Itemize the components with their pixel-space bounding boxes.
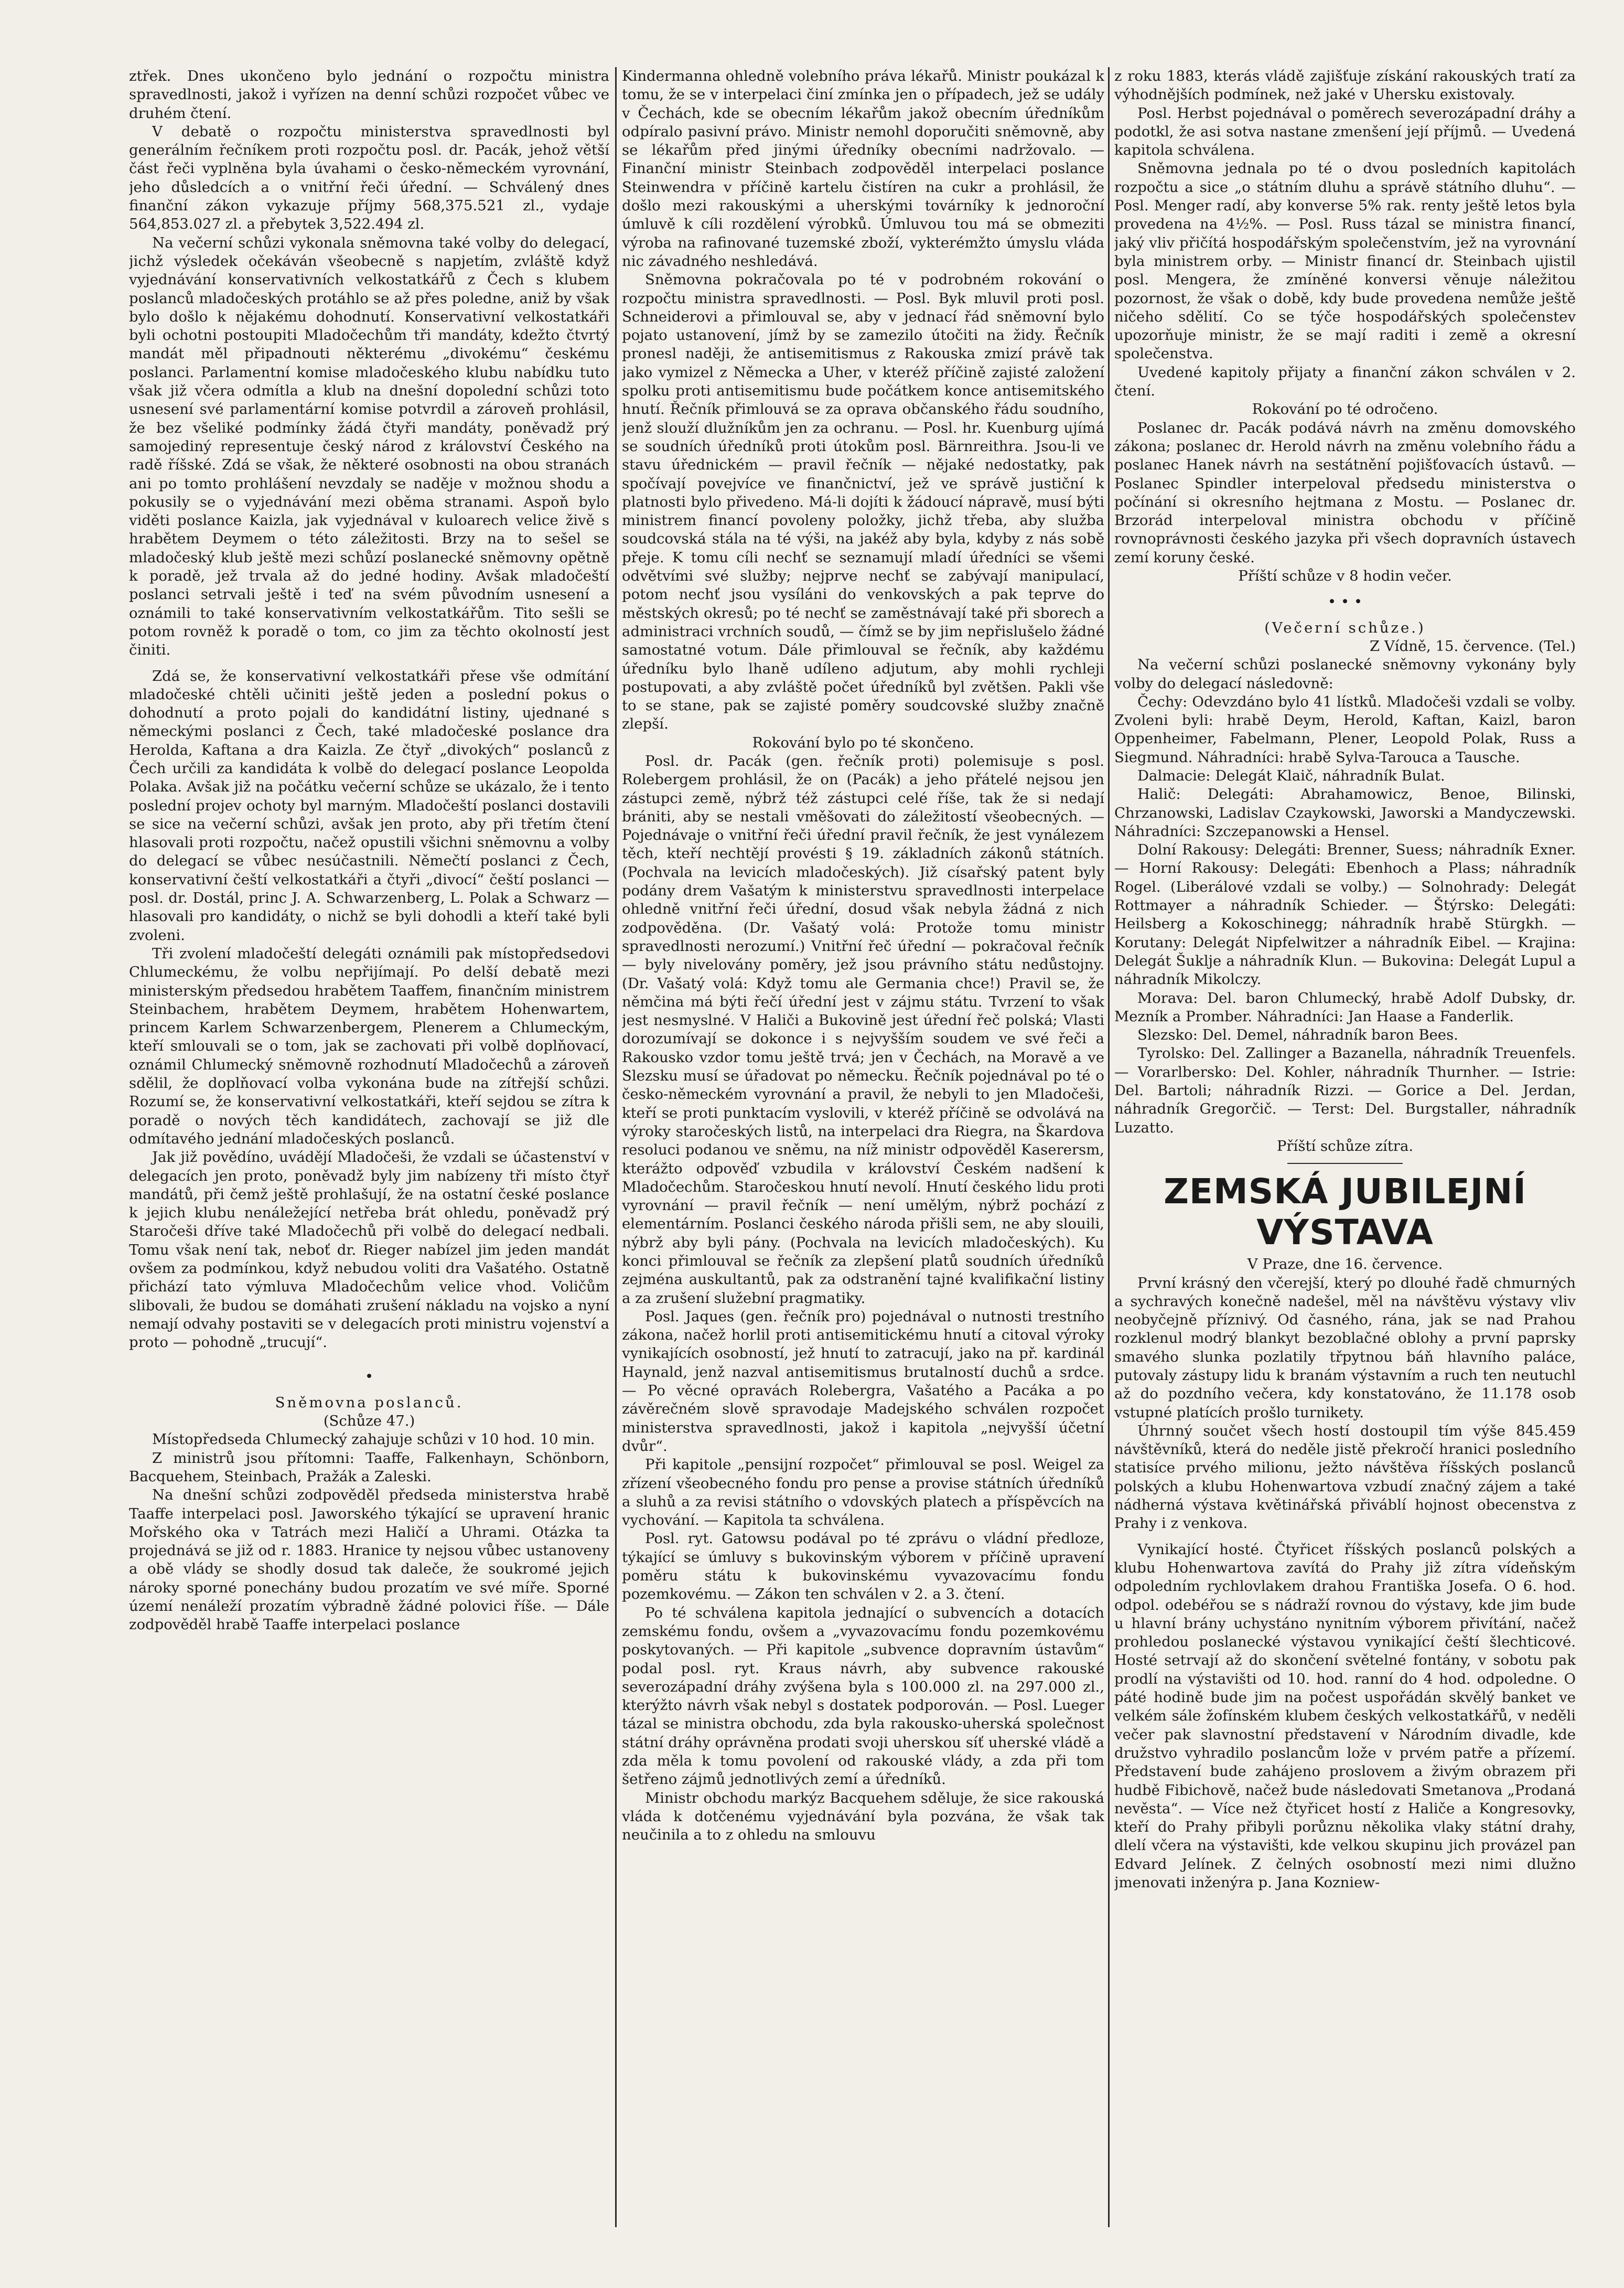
article-paragraph: Posl. Jaques (gen. řečník pro) pojednával o nutnosti trestního zákona, načež horlil proti antisemitickému hnutí a citoval výroky vynikajících osobností, jež hnutí to zatracují, jako na př. kardinál Haynald, jenž nazval antisemitismus brutalností duchů a srdce. — Po věcné opravách Rolebergra, Vašatého a Pacáka a po závěrečném slově spravodaje Madejského schválen rozpočet ministerstva spravedlnosti, jakož i kapitola „nejvyšší účetní dvůr“. (622, 1308, 1104, 1455)
article-paragraph: Příští schůze zítra. (1276, 1137, 1414, 1154)
exhibition-dateline: V Praze, dne 16. července. (1247, 1256, 1443, 1273)
article-paragraph: Ministr obchodu markýz Bacquehem sděluje, že sice rakouská vláda k dotčenému vyjednávání byla pozvána, že však tak neučinila a to z ohledu na smlouvu (622, 1789, 1104, 1844)
exhibition-heading: ZEMSKÁ JUBILEJNÍ VÝSTAVA (1164, 1171, 1526, 1253)
column-1 (129, 67, 609, 1634)
column-3 (1114, 67, 1576, 1892)
article-paragraph: Místopředseda Chlumecký zahajuje schůzi v 10 hod. 10 min. (152, 1431, 595, 1448)
article-paragraph: Z ministrů jsou přítomni: Taaffe, Falkenhayn, Schönborn, Bacquehem, Steinbach, Pražák a Zaleski. (129, 1449, 609, 1485)
column-rule-left (615, 67, 617, 2227)
section-ornament: • (364, 1368, 374, 1385)
evening-session-title: (Večerní schůze.) (1264, 619, 1426, 636)
article-paragraph: Dolní Rakousy: Delegáti: Brenner, Suess; náhradník Exner. — Horní Rakousy: Delegáti: Ebenhoch a Plass; náhradník Rogel. (Liberálové vzdali se volby.) — Solnohrady: Delegát Rottmayer a náhradník Schieder. — Štýrsko: Delegáti: Heilsberg a Kokoschinegg; náhradník hrabě Stürgkh. — Korutany: Delegát Nipfelwitzer a náhradník Eibel. — Krajina: Delegát Šuklje a náhradník Klun. — Bukovina: Delegát Lupul a náhradník Mikolczy. (1114, 841, 1576, 988)
article-paragraph: První krásný den včerejší, který po dlouhé řadě chmurných a sychravých konečně nadešel, měl na návštěvu výstavy vliv neobyčejně příznivý. Od časného, rána, jak se nad Prahou rozklenul modrý blankyt bezoblačné oblohy a první paprsky smavého slunka pozlatily třpytnou báň hlavního paláce, putovaly zástupy lidu k branám výstavním a ruch ten neutuchl až do pozdního večera, kdy konstatováno, že 11.178 osob vstupné platících prošlo turnikety. (1114, 1274, 1576, 1421)
article-paragraph: Morava: Del. baron Chlumecký, hrabě Adolf Dubsky, dr. Mezník a Promber. Náhradníci: Jan Haase a Fanderlik. (1114, 989, 1576, 1025)
article-paragraph: Posl. dr. Pacák (gen. řečník proti) polemisuje s posl. Rolebergem prohlásil, že on (Pacák) a jeho přátelé nejsou jen zástupci země, nýbrž též zástupci celé říše, tak že si nedají brániti, aby se nestali vměšovati do záležitostí všeobecných. — Pojednávaje o vnitřní řeči úřední pravil řečník, že jest vynálezem těch, kteří nechtějí provésti § 19. základních zákonů státních. (Pochvala na levicích mladočeských). Již císařský patent byly podány drem Vašatým k ministerstvu spravedlnosti interpelace ohledně vnitřní řeči úřední, dosud však nebyla žádná z nich zodpověděna. (Dr. Vašatý volá: Protože tomu ministr spravedlnosti nerozumí.) Vnitřní řeč úřední — pokračoval řečník — byly nivelovány poměry, jež jsou právního státu nedůstojny. (Dr. Vašatý volá: Když tomu ale Germania chce!) Pravil se, že němčina má býti řečí úřední jest v zájmu státu. Tvrzení to však jest nesmyslné. V Haliči a Bukovině jest úřední řeč polská; Vlasti dorozumívají se dokonce i s nejvyšším soudem ve své řeči a Rakousko vzdor tomu ještě trvá; jen v Čechách, na Moravě a ve Slezsku musí se úřadovat po německu. Řečník pojednával po té o česko-německém vyrovnání a pravil, že nebyli to jen Mladočeši, kteří se proti punktacím vyslovili, v kteréž příčině se odvolává na výroky staročeských listů, na interpelaci dra Riegra, na Škardova resoluci podanou ve sněmu, na níž ministr odpověděl Kaserersm, kterážto odpověď vzbudila v království Českém nadšení k Mladočechům. Staročeskou hnutí nevolí. Hnutí českého lidu proti vyrovnání — pravil řečník — není umělým, nýbrž pochází z elementárním. Poslanci českého národa přišli sem, ne aby slouili, nýbrž aby byli pány. (Pochvala na levicích mladočeských). Ku konci přimlouval se řečník za zlepšení platů soudních úředníků zejména auskultantů, pak za odstranění tajné kvalifikační listiny a za zrušení služební pragmatiky. (622, 752, 1104, 1307)
article-paragraph: Kindermanna ohledně volebního práva lékařů. Ministr poukázal k tomu, že se v interpelaci činí zmínka jen o případech, jež se udály v Čechách, kde se obecním lékařům jakož obecním úředníkům odpíralo pasivní právo. Ministr nemohl doporučiti sněmovně, aby se lékařům před jinými úředníky obecními nadržovalo. — Finanční ministr Steinbach zodpověděl interpelaci poslance Steinwendra v příčině kartelu čistíren na cukr a prohlásil, že došlo mezi rakouskými a uherskými továrníky k jednoroční úmluvě k cíli rozdělení výrobků. Úmluvou tou má se obmeziti výroba na rafinované tuzemské zboží, vykterémžto úmyslu vláda nic závadného neshledává. (622, 68, 1104, 270)
article-paragraph: Poslanec dr. Pacák podává návrh na změnu domovského zákona; poslanec dr. Herold návrh na změnu volebního řádu a poslanec Hanek návrh na sestátnění pojišťovacích ústavů. — Poslanec Spindler interpeloval předsedu ministerstva o počínání si okresního hejtmana z Mostu. — Poslanec dr. Brzorád interpeloval ministra obchodu v příčině rovnoprávnosti českého jazyka při všech dopravních ústavech zemí koruny české. (1114, 419, 1576, 566)
section-subtitle: (Schůze 47.) (323, 1413, 415, 1430)
article-paragraph: Na dnešní schůzi zodpověděl předseda ministerstva hrabě Taaffe interpelaci posl. Jaworského týkající se upravení hranic Mořského oka v Tatrách mezi Haličí a Uhrami. Otázka ta projednává se již od r. 1883. Hranice ty nejsou vůbec ustanoveny a obě vlády se shodly dosud tak daleče, že soukromé jejich nároky sporné ponechány budou prozatím ve své míře. Sporné území nenáleží prozatím výbradně žádné polovici říše. — Dále zodpověděl hrabě Taaffe interpelaci poslance (129, 1487, 609, 1633)
article-paragraph: ztřek. Dnes ukončeno bylo jednání o rozpočtu ministra spravedlnosti, jakož i vyřízen na denní schůzi rozpočet vůbec ve druhém čtení. (129, 68, 609, 122)
article-paragraph: Čechy: Odevzdáno bylo 41 lístků. Mladočeši vzdali se volby. Zvoleni byli: hrabě Deym, Herold, Kaftan, Kaizl, baron Oppenheimer, Fabelmann, Plener, Leopold Polak, Russ a Siegmund. Náhradníci: hrabě Sylva-Tarouca a Tausche. (1114, 693, 1576, 766)
article-paragraph: V debatě o rozpočtu ministerstva spravedlnosti byl generálním řečníkem proti rozpočtu posl. dr. Pacák, jehož větší část řeči vyplněna byla úvahami o česko-německém vyrovnání, jeho důsledcích a o vnitřní řeči úřední. — Schválený dnes finanční zákon vykazuje příjmy 568,375.521 zl., vydaje 564,853.027 zl. a přebytek 3,522.494 zl. (129, 123, 609, 233)
article-paragraph: Tyrolsko: Del. Zallinger a Bazanella, náhradník Treuenfels. — Vorarlbersko: Del. Kohler, náhradník Thurnher. — Istrie: Del. Bartoli; náhradník Rizzi. — Gorice a Del. Jerdan, náhradník Gregorčič. — Terst: Del. Burgstaller, náhradník Luzatto. (1114, 1045, 1576, 1136)
section-divider (1287, 1163, 1403, 1164)
article-paragraph: Slezsko: Del. Demel, náhradník baron Bees. (1137, 1027, 1458, 1044)
section-ornament: • • • (1327, 593, 1363, 611)
article-paragraph: Sněmovna pokračovala po té v podrobném rokování o rozpočtu ministra spravedlnosti. — Posl. Byk mluvil proti posl. Schneiderovi a přimlouval se, aby v jednací řád sněmovní bylo pojato ustanovení, jímž by se zamezilo útočiti na židy. Řečník pronesl naději, že antisemitismus z Rakouska zmizí právě tak jako vymizel z Německa a Uher, v kteréž příčině zajisté založení spolku proti antisemitismu bude počátkem konce antisemitského hnutí. Řečník přimlouvá se za oprava občanského řádu soudního, jenž slouží dlužníkům jen za ochranu. — Posl. hr. Kuenburg ujímá se soudních úředníků proti útokům posl. Bärnreithra. Jsou-li ve stavu úřednickém — pravil řečník — nějaké nedostatky, pak spočívají povejvíce ve finančnictví, jež ve správě justiční k platnosti bylo přivedeno. Má-li dojíti k žádoucí nápravě, musí býti ministrem financí povoleny položky, jichž třeba, aby služba soudcovská stála na té výši, na jakéž aby byla, kdyby z nás sobě přeje. K tomu cíli nechť se seznamují mladí úředníci se všemi odvětvími své služby; nejprve nechť se zabývají manipulací, potom nechť jsou vysíláni do venkovských a pak teprve do městských okresů; po té nechť se zaměstnávají také při sborech a administraci vrchních soudů, — čímž se by jim nepřislušelo žádné samostatné votum. Dále přimlouval se řečník, aby každému úředníku bylo lhaně udíleno adjutum, aby mohli rychleji postupovati, a aby zvláště počet úředníků byl zvětšen. Pakli vše to se stane, pak se zajisté poměry soudcovské služby značně zlepší. (622, 271, 1104, 733)
article-paragraph: Na večerní schůzi vykonala sněmovna také volby do delegací, jichž výsledek očekáván všeobecně s napjetím, zvláště když vyjednávání konservativních velkostatkářů z Čech s klubem poslanců mladočeských protáhlo se až přes poledne, aniž by však bylo došlo k nějakému dohodnutí. Konservativní velkostatkáři byli ochotni postoupiti Mladočechům tři mandáty, kdežto čtvrtý mandát měl připadnouti některému „divokému“ českému poslanci. Parlamentní komise mladočeského klubu nabídku tuto však již včera odmítla a klub na dnešní dopolední schůzi toto usnesení své parlamentární komise potvrdil a zároveň prohlásil, že bez všeliké podmínky žádá čtyři mandáty, poněvadž prý samojediný representuje český národ z království Českého na radě říšské. Zdá se však, že některé osobnosti na obou stranách ani po tomto prohlášení nevzdaly se naděje v možnou shodu a pokusily se o vyjednávání mezi oběma stranami. Aspoň bylo viděti poslance Kaizla, jak vyjednával v kuloarech velice živě s hrabětem Deymem o této záležitosti. Brzy na to sešel se mladočeský klub ještě mezi schůzí poslanecké sněmovny opětně k poradě, jež trvala až do jedné hodiny. Avšak mladočeští poslanci setrvali ještě i teď na svém původním usnesení a oznámili to také konservativním velkostatkářům. Tito sešli se potom rovněž k poradě o tom, co jim za těchto okolností jest činiti. (129, 234, 609, 659)
article-paragraph: Posl. ryt. Gatowsu podával po té zprávu o vládní předloze, týkající se úmluvy s bukovinským výborem v příčině upravení poměru státu k bukovinskému vyvazovacímu fondu pozemkovému. — Zákon ten schválen v 2. a 3. čtení. (622, 1530, 1104, 1603)
article-paragraph: Úhrnný součet všech hostí dostoupil tím výše 845.459 návštěvníků, která do neděle jistě překročí hranici posledního statisíce prvého milionu, ježto návštěva říšských poslanců polských a klubu Hohenwartova vzbudí značný zájem a také nádherná výstava květinářská přiváblí hojnost obecenstva z Prahy i z venkova. (1114, 1422, 1576, 1532)
article-paragraph: Rokování po té odročeno. (1252, 401, 1438, 418)
evening-session-dateline: Z Vídně, 15. července. (Tel.) (1369, 637, 1576, 655)
article-paragraph: Vynikající hosté. Čtyřicet říšských poslanců polských a klubu Hohenwartova zavítá do Prahy již zítra vídeňským odpoledním rychlovlakem drahou Františka Josefa. O 6. hod. odpol. odebéřou se s nádraží rovnou do výstavy, kde jim bude u hlavní brány uchystáno nynitním výborem přivítání, načež prohledou poslanecké výstavou vynikající čeští šlechticové. Hosté setrvají až do skončení světelné fontány, v sobotu pak prodlí na výstavišti od 10. hod. ranní do 4 hod. odpoledne. O páté hodině bude jim na počest uspořádán skvělý banket ve velkém sále žofínském klubem českých velkostatkářů, v neděli večer pak slavnostní představení v Národním divadle, kde družstvo vyhradilo poslancům lože v prvém patře a přízemí. Představení bude zahájeno proslovem a živým obrazem při hudbě Fibichově, načež bude následovati Smetanova „Prodaná nevěsta“. — Více než čtyřicet hostí z Haliče a Kongresovky, kteří do Prahy přibyli porůznu několika vlaky státní drahy, dlelí včera na výstavišti, kde velkou skupinu jich provázel pan Edvard Jelínek. Z čelných osobností mezi nimi dlužno jmenovati inženýra p. Jana Kozniew- (1114, 1541, 1576, 1891)
column-2 (622, 67, 1104, 1845)
article-paragraph: Sněmovna jednala po té o dvou posledních kapitolách rozpočtu a sice „o státním dluhu a správě státního dluhu“. — Posl. Menger radí, aby konverse 5% rak. renty ještě letos byla provedena na 4½%. — Posl. Russ tázal se ministra financí, jaký vliv přičítá hospodářským společenstvím, jež na vyrovnání byla ministrem orby. — Ministr financí dr. Steinbach ujistil posl. Mengera, že zmíněné konversi věnuje náležitou pozornost, že však o době, kdy bude provedena nemůže ještě ničeho sdělití. Co se týče hospodářských společenstev upozorňuje ministr, že se mají raditi i země a okresní společenstva. (1114, 160, 1576, 362)
article-paragraph: Jak již povědíno, uvádějí Mladočeši, že vzdali se účastenství v delegacích jen proto, poněvadž byly jim nabízeny tři místo čtyř mandátů, při čemž ještě prohlašují, že na ostatní české poslance k jejich klubu nenáležející netřeba brát ohledu, poněvadž prý Staročeši dříve také Mladočechů při volbě do delegací nedbali. Tomu však není tak, neboť dr. Rieger nabízel jim jeden mandát ovšem za podmínkou, když nebudou voliti dra Vašatého. Ostatně přichází tato výmluva Mladočechům velice vhod. Voličům slibovali, že budou se domáhati zrušení nákladu na vojsko a nyní nemají odvahy postaviti se v delegacích proti ministru vojenství a proto — pohodně „trucují“. (129, 1149, 609, 1351)
article-paragraph: z roku 1883, kterás vládě zajišťuje získání rakouských tratí za výhodnějších podmínek, než jaké v Uhersku existovaly. (1114, 68, 1576, 103)
article-paragraph: Po té schválena kapitola jednající o subvencích a dotacích zemskému fondu, ovšem a „vyvazovacímu fondu pozemkovému poskytovaných. — Při kapitole „subvence dopravním ústavům“ podal posl. ryt. Kraus návrh, aby subvence rakouské severozápadní dráhy zvýšena byla s 100.000 zl. na 297.000 zl., kterýžto návrh však nebyl s dostatek podporován. — Posl. Lueger tázal se ministra obchodu, zda byla rakousko-uherská společnost státní dráhy oprávněna prodati svoji uherskou síť uherské vládě a zda měla k tomu povolení od rakouské vlády, a zda při tom šetřeno zájmů jednotlivých zemí a úředníků. (622, 1604, 1104, 1788)
article-paragraph: Halič: Delegáti: Abrahamowicz, Benoe, Bilinski, Chrzanowski, Ladislav Czaykowski, Jaworski a Mandyczewski. Náhradníci: Szczepanowski a Hensel. (1114, 786, 1576, 840)
column-rule-right (1108, 67, 1110, 2227)
article-paragraph: Uvedené kapitoly přijaty a finanční zákon schválen v 2. čtení. (1114, 363, 1576, 400)
article-paragraph: Posl. Herbst pojednával o poměrech severozápadní dráhy a podotkl, že asi sotva nastane zmenšení její příjmů. — Uvedená kapitola schválena. (1114, 104, 1576, 159)
article-paragraph: Při kapitole „pensijní rozpočet“ přimlouval se posl. Weigel za zřízení všeobecného fondu pro pense a provise státních úředníků a sluhů a za revisi státního o vdovských platech a příspěvcích na vychování. — Kapitola ta schválena. (622, 1456, 1104, 1529)
section-title: Sněmovna poslanců. (275, 1394, 464, 1411)
article-paragraph: Na večerní schůzi poslanecké sněmovny vykonány byly volby do delegací následovně: (1114, 656, 1576, 692)
article-paragraph: Tři zvolení mladočeští delegáti oznámili pak místopředsedovi Chlumeckému, že volbu nepřijímají. Po delší debatě mezi ministerským předsedou hrabětem Taaffem, finančním ministrem Steinbachem, hrabětem Deymem, hrabětem Hohenwartem, princem Karlem Schwarzenbergem, Plenerem a Chlumeckým, kteří smlouvali se o tom, jak se zachovati při volbě doplňovací, oznámil Chlumecký sněmovně rozhodnutí Mladočechů a zároveň sdělil, že doplňovací volba vykonána bude na zítřejší schůzi. Rozumí se, že konservativní velkostatkáři, kteří sejdou se zítra k poradě o nových těch kandidátech, zachovají se již dle odmítavého jednání mladočeských poslanců. (129, 945, 609, 1147)
article-paragraph: Rokování bylo po té skončeno. (752, 734, 974, 751)
article-paragraph: Příští schůze v 8 hodin večer. (1238, 568, 1452, 585)
article-paragraph: Zdá se, že konservativní velkostatkáři přese vše odmítání mladočeské chtěli učiniti ještě jeden a poslední pokus o dohodnutí a proto pojali do kandidátní listiny, ujednané s německými poslanci z Čech, také mladočeské poslance dra Herolda, Kaftana a dra Kaizla. Ze čtyř „divokých“ poslanců z Čech určili za kandidáta k volbě do delegací poslance Leopolda Polaka. Avšak již na počátku večerní schůze se ukázalo, že i tento poslední projev ochoty byl marným. Mladočeští poslanci dostavili se sice na večerní schůzi, avšak jen proto, aby při třetím čtení hlasovali proti rozpočtu, načež opustili všichni sněmovnu a volby do delegací se vůbec nesúčastnili. Němečtí poslanci z Čech, konservativní čeští velkostatkáři a čtyři „divocí“ čeští poslanci — posl. dr. Dostál, princ J. A. Schwarzenberg, L. Polak a Schwarz — hlasovali pro kandidáty, o nichž se byli dohodli a kteří také byli zvoleni. (129, 667, 609, 944)
article-paragraph: Dalmacie: Delegát Klaič, náhradník Bulat. (1137, 767, 1445, 784)
